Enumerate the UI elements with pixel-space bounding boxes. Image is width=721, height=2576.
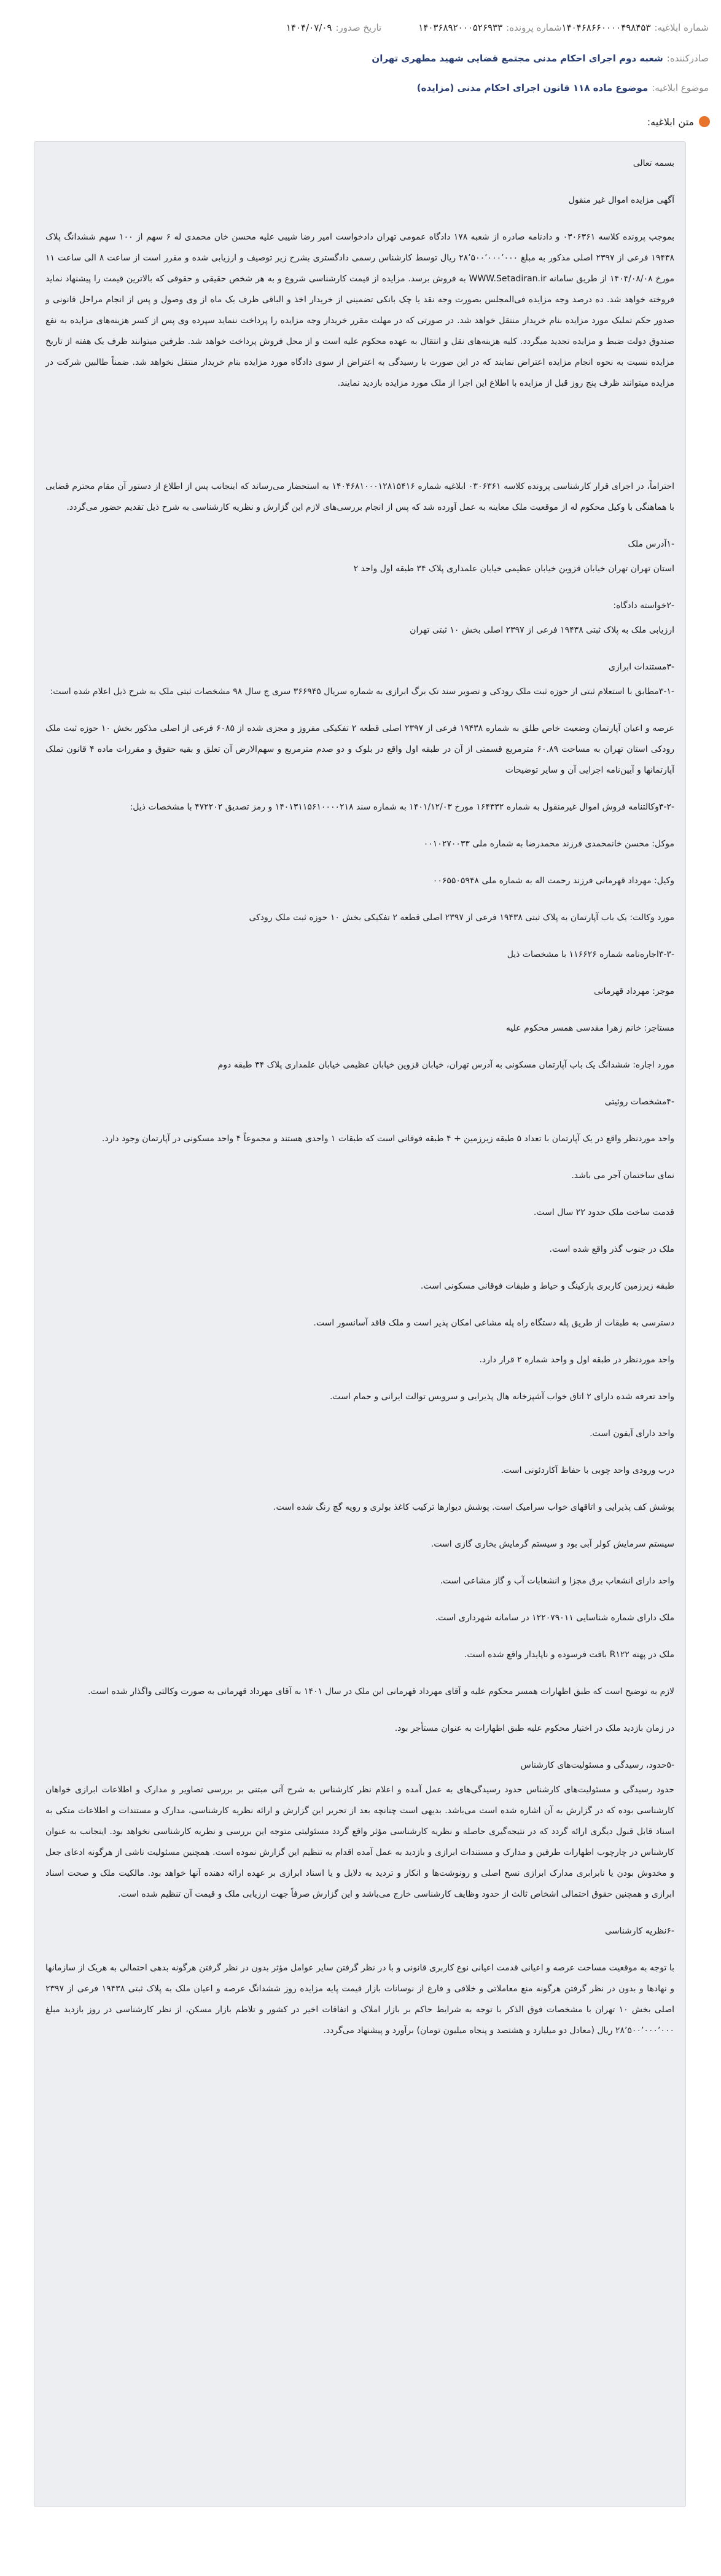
issuer-value: شعبه دوم اجرای احکام مدنی مجتمع قضایی شهید مطهری تهران bbox=[372, 53, 663, 64]
section-3-3-lessor: موجر: مهرداد قهرمانی bbox=[594, 986, 674, 996]
section-4-intro: واحد موردنظر واقع در یک آپارتمان با تعداد ۵ طبقه زیرزمین + ۴ طبقه فوقانی است که طبقات ۱ واحدی هستند و مجموعاً ۴ واحد مسکونی در آپارتمان وجود دارد. bbox=[101, 1134, 674, 1144]
section-4-note: لازم به توضیح است که طبق اظهارات همسر محکوم علیه و آقای مهرداد قهرمانی این ملک در سال ۱۴۰۱ به آقای مهرداد قهرمانی به صورت وکالتی واگذار شده است. bbox=[88, 1687, 674, 1696]
feature-item: درب ورودی واحد چوبی با حفاظ آکاردئونی است. bbox=[501, 1466, 674, 1475]
notice-body-panel bbox=[34, 141, 686, 2507]
section-6-heading: -۶نظریه کارشناسی bbox=[605, 1926, 674, 1936]
auction-title: آگهی مزایده اموال غیر منقول bbox=[568, 195, 674, 205]
spacer bbox=[45, 932, 674, 944]
feature-item: واحد موردنظر در طبقه اول و واحد شماره ۲ قرار دارد. bbox=[479, 1355, 674, 1365]
spacer bbox=[45, 1945, 674, 1957]
spacer bbox=[45, 821, 674, 833]
header-meta-row bbox=[12, 18, 709, 37]
section-3-2-attorney: وکیل: مهرداد قهرمانی فرزند رحمت اله به شماره ملی ۰۰۶۵۵۰۵۹۴۸ bbox=[432, 876, 674, 886]
issuer-field bbox=[12, 53, 709, 64]
feature-item: پوشش کف پذیرایی و اتاقهای خواب سرامیک است. پوشش دیوارها ترکیب کاغذ بولری و رویه گچ رنگ شده است. bbox=[273, 1502, 674, 1512]
feature-item: واحد دارای انشعاب برق مجزا و انشعابات آب و گاز مشاعی است. bbox=[440, 1576, 674, 1586]
section-3-2-subject: مورد وکالت: یک باب آپارتمان به پلاک ثبتی ۱۹۴۳۸ فرعی از ۲۳۹۷ اصلی قطعه ۲ تفکیکی بخش ۱۰ حوزه ثبت ملک رودکی bbox=[249, 913, 674, 923]
section-3-2: -۳-۲وکالتنامه فروش اموال غیرمنقول به شماره ۱۶۴۳۳۲ مورخ ۱۴۰۱/۱۲/۰۳ به شماره سند ۱۴۰۱۳۱۱۵۶۱۰۰۰۰۲۱۸ و رمز تصدیق ۴۷۲۲۰۲ با مشخصات ذیل: bbox=[130, 802, 674, 812]
issuer-row bbox=[12, 49, 709, 68]
spacer bbox=[45, 178, 674, 190]
subject-field bbox=[12, 82, 709, 93]
spacer bbox=[45, 1558, 674, 1571]
spacer bbox=[45, 1908, 674, 1921]
section-3-detail: عرصه و اعیان آپارتمان وضعیت خاص طلق به شماره ۱۹۴۳۸ فرعی از ۲۳۹۷ اصلی قطعه ۲ تفکیکی مفروز و مجزی شده از ۶۰۸۵ فرعی از اصلی مذکور بخش ۱۰ حوزه ثبت ملک رودکی استان تهران به مساحت ۶۰.۸۹ مترمربع قسمتی از آن در طبقه اول واقع در بلوک و دو صدم مترمربع و سهم‌الارض آن تعلق و بقیه حقوق و مقررات ماده ۴ قانون تملک آپارتمانها و آیین‌نامه اجرایی آن و سایر توضیحات bbox=[45, 724, 674, 775]
spacer bbox=[45, 1227, 674, 1239]
section-3-3-tenant: مستاجر: خانم زهرا مقدسی همسر محکوم علیه bbox=[505, 1023, 674, 1033]
subject-label: موضوع ابلاغیه: bbox=[652, 82, 709, 93]
notice-bullet-icon bbox=[699, 116, 710, 127]
subject-value: موضوع ماده ۱۱۸ قانون اجرای احکام مدنی (مزایده) bbox=[416, 82, 649, 93]
spacer bbox=[45, 1743, 674, 1755]
notice-text-label: متن ابلاغیه: bbox=[647, 115, 694, 128]
feature-item: واحد دارای آیفون است. bbox=[590, 1429, 674, 1438]
section-5-heading: -۵حدود، رسیدگی و مسئولیت‌های کارشناس bbox=[520, 1760, 674, 1770]
spacer bbox=[45, 1706, 674, 1718]
feature-item: دسترسی به طبقات از طریق پله دستگاه راه پله مشاعی امکان پذیر است و ملک فاقد آسانسور است. bbox=[313, 1318, 674, 1328]
spacer bbox=[45, 1521, 674, 1534]
spacer bbox=[45, 214, 674, 227]
spacer bbox=[45, 1190, 674, 1202]
respect-paragraph: احتراماً، در اجرای قرار کارشناسی پرونده کلاسه ۰۳۰۶۳۶۱ ابلاغیه شماره ۱۴۰۴۶۸۱۰۰۰۱۲۸۱۵۴۱۶ به استحضار می‌رساند که اینجانب پس از اطلاع از دستور آن مقام محترم قضایی با هماهنگی با وکیل محکوم له از موقعیت ملک معاینه به عمل آورده شد که پس از انجام بررسی‌های لازم این گزارش و نظریه کارشناسی به شرح ذیل تقدیم حضور می‌گردد. bbox=[45, 482, 675, 512]
spacer bbox=[45, 1079, 674, 1091]
feature-item: ملک در جنوب گذر واقع شده است. bbox=[549, 1244, 674, 1254]
case-number-label: شماره پرونده: bbox=[506, 22, 562, 33]
section-3-text: -۳-۱مطابق با استعلام ثبتی از حوزه ثبت ملک رودکی و تصویر سند تک برگ ابرازی به شماره سریال ۳۶۶۹۴۵ سری ج سال ۹۸ مشخصات ثبتی ملک به شرح ذیل اعلام شده است: bbox=[50, 687, 674, 697]
spacer bbox=[45, 969, 674, 981]
spacer bbox=[45, 784, 674, 797]
spacer bbox=[45, 437, 674, 476]
spacer bbox=[45, 1595, 674, 1607]
issue-date-label: تاریخ صدور: bbox=[335, 22, 382, 33]
spacer bbox=[45, 1153, 674, 1165]
notice-header bbox=[0, 0, 721, 92]
spacer bbox=[45, 397, 674, 437]
spacer bbox=[45, 1632, 674, 1644]
notice-number-field bbox=[562, 22, 709, 33]
case-number-value: ۱۴۰۳۶۸۹۲۰۰۰۵۲۶۹۳۳ bbox=[418, 22, 503, 33]
section-6-text: با توجه به موقعیت مساحت عرصه و اعیانی قدمت اعیانی نوع کاربری قانونی و با در نظر گرفتن سایر عوامل مؤثر بدون در نظر گرفتن هرگونه بدهی احتمالی به هریک از سازمانها و نهادها و بدون در نظر گرفتن هرگونه منع معاملاتی و خلافی و فارغ از نوسانات بازار قیمت پایه مزایده روز ششدانگ عرصه و اعیان ملک به پلاک ثبتی ۱۹۴۳۸ فرعی از ۲۳۹۷ اصلی بخش ۱۰ تهران با مشخصات فوق الذکر با توجه به شرایط حاکم بر بازار املاک و اتفاقات اخیر در کشور و تلاطم بازار مسکن، از نظر کارشناسی در روز بازدید مبلغ ۲۸٬۵۰۰٬۰۰۰٬۰۰۰ ریال (معادل دو میلیارد و هشتصد و پنجاه میلیون تومان) برآورد و پیشنهاد می‌گردد. bbox=[45, 1963, 675, 2035]
spacer bbox=[45, 644, 674, 657]
spacer bbox=[45, 1116, 674, 1128]
spacer bbox=[45, 1448, 674, 1460]
greeting: بسمه تعالی bbox=[633, 158, 674, 168]
spacer bbox=[45, 858, 674, 870]
notice-number-label: شماره ابلاغیه: bbox=[654, 22, 709, 33]
notice-text-title bbox=[647, 112, 710, 131]
issue-date-value: ۱۴۰۴/۰۷/۰۹ bbox=[286, 22, 332, 33]
spacer bbox=[45, 521, 674, 534]
spacer bbox=[45, 1005, 674, 1018]
feature-item: قدمت ساخت ملک حدود ۲۲ سال است. bbox=[533, 1208, 674, 1217]
section-5-text: حدود رسیدگی و مسئولیت‌های کارشناس حدود رسیدگی‌های به عمل آمده و اعلام نظر کارشناس به شرح آتی مبتنی بر بررسی تصاویر و مدارک و اطلاعات ابرازی خواهان کارشناسی بوده که در گزارش به آن اشاره شده است می‌باشد. بدیهی است چنانچه بعد از تحریر این گزارش و ارائه نظریه کارشناسی، مدارک و مستندات و اطلاعات متکی به اسناد قابل قبول دیگری ارائه گردد که در نتیجه‌گیری حاصله و نظریه کارشناسی مؤثر واقع گردد مسئولیتی متوجه این بررسی و نظریه کارشناسی نخواهد بود. اینجانب به عنوان کارشناس در چارچوب اظهارات طرفین و مدارک و مستندات ابرازی و بازدید به عمل آمده اقدام به تنظیم این گزارش نموده است. همچنین مسئولیت ناشی از هرگونه ادعای جعل و مخدوش بودن یا نابرابری مدارک ابرازی نسخ اصلی و رونوشت‌ها و انکار و تردید به دلایل و یا اسناد ابرازی بر عهده ارائه دهنده آنها خواهد بود. مالکیت ملک و صحت اسناد ابرازی و همچنین حقوق احتمالی اشخاص ثالث از حدود وظایف کارشناسی خارج می‌باشد و این گزارش صرفاً جهت ارزیابی ملک و قیمت آن تنظیم شده است. bbox=[45, 1785, 674, 1899]
section-3-3: -۳-۳اجاره‌نامه شماره ۱۱۶۶۲۶ با مشخصات ذیل bbox=[507, 950, 674, 959]
feature-item: واحد تعرفه شده دارای ۲ اتاق خواب آشپزخانه هال پذیرایی و سرویس توالت ایرانی و حمام است. bbox=[329, 1392, 674, 1402]
feature-item: طبقه زیرزمین کاربری پارکینگ و حیاط و طبقات فوقانی مسکونی است. bbox=[420, 1281, 674, 1291]
section-3-3-lease: مورد اجاره: ششدانگ یک باب آپارتمان مسکونی به آدرس تهران، خیابان قزوین خیابان عظیمی خیابان علمداری پلاک ۳۴ طبقه دوم bbox=[217, 1060, 674, 1070]
feature-item: نمای ساختمان آجر می باشد. bbox=[571, 1171, 674, 1181]
subject-row bbox=[12, 79, 709, 97]
section-4-heading: -۴مشخصات روئیتی bbox=[604, 1097, 674, 1107]
section-2-text: ارزیابی ملک به پلاک ثبتی ۱۹۴۳۸ فرعی از ۲۳۹۷ اصلی بخش ۱۰ ثبتی تهران bbox=[410, 625, 674, 635]
spacer bbox=[45, 1337, 674, 1349]
spacer bbox=[45, 583, 674, 595]
section-2-heading: -۲خواسته دادگاه: bbox=[613, 601, 674, 611]
section-4-note-2: در زمان بازدید ملک در اختیار محکوم علیه طبق اظهارات به عنوان مستأجر بود. bbox=[394, 1723, 674, 1733]
notice-body bbox=[45, 153, 674, 2045]
issuer-label: صادرکننده: bbox=[666, 53, 709, 64]
feature-item: ملک در پهنه R۱۲۲ بافت فرسوده و ناپایدار واقع شده است. bbox=[464, 1650, 674, 1660]
spacer bbox=[45, 1042, 674, 1055]
feature-item: ملک دارای شماره شناسایی ۱۲۲۰۷۹۰۱۱ در سامانه شهرداری است. bbox=[435, 1613, 674, 1623]
intro-paragraph: بموجب پرونده کلاسه ۰۳۰۶۳۶۱ و دادنامه صادره از شعبه ۱۷۸ دادگاه عمومی تهران دادخواست امیر رضا شیبی علیه محسن خان محمدی له ۶ سهم از ۱۰۰ سهم ششدانگ پلاک ۱۹۴۳۸ فرعی از ۲۳۹۷ اصلی مذکور به مبلغ ۲۸٬۵۰۰٬۰۰۰٬۰۰۰ ریال توسط کارشناس رسمی دادگستری بشرح زیر توصیف و ارزیابی شده و مقرر است از ساعت ۸ الی ساعت ۱۱ مورخ ۱۴۰۴/۰۸/۰۸ از طریق سامانه WWW.Setadiran.ir به فروش برسد. مزایده از قیمت کارشناسی شروع و به هر شخص حقیقی و حقوقی که بالاترین قیمت را پیشنهاد نماید فروخته خواهد شد. ده درصد وجه مزایده فی‌المجلس بصورت وجه نقد یا چک بانکی تضمینی از خریدار اخذ و الباقی ظرف یک ماه از وی وصول و پس از انجام مراحل قانونی و صدور حکم تملیک مورد مزایده بنام خریدار منتقل خواهد شد. در صورتی که در مهلت مقرر خریدار وجه مزایده را پرداخت ننماید سپرده وی پس از کسر هزینه‌های مزایده به نفع صندوق دولت ضبط و مزایده تجدید میگردد. کلیه هزینه‌های نقل و انتقال به عهده محکوم علیه است و از محل فروش پرداخت خواهد شد. طرفین میتوانند ظرف یک هفته از تاریخ مزایده نسبت به نحوه انجام مزایده اعتراض نمایند که در این صورت با رسیدگی به اعتراض از سوی دادگاه مورد مزایده بنام خریدار منتقل نخواهد شد. ضمناً طالبین شرکت در مزایده میتوانند ظرف پنج روز قبل از مزایده با اطلاع این اجرا از ملک مورد مزایده بازدید نمایند. bbox=[45, 232, 674, 388]
spacer bbox=[45, 1374, 674, 1386]
spacer bbox=[45, 1300, 674, 1313]
case-number-field bbox=[418, 22, 561, 33]
notice-number-value: ۱۴۰۴۶۸۶۶۰۰۰۰۴۹۸۴۵۳ bbox=[561, 22, 651, 33]
spacer bbox=[45, 1411, 674, 1423]
section-1-text: استان تهران تهران خیابان قزوین خیابان عظیمی خیابان علمداری پلاک ۳۴ طبقه اول واحد ۲ bbox=[353, 564, 674, 574]
spacer bbox=[45, 1669, 674, 1681]
spacer bbox=[45, 1485, 674, 1497]
spacer bbox=[45, 1263, 674, 1276]
feature-item: سیستم سرمایش کولر آبی بود و سیستم گرمایش بخاری گازی است. bbox=[431, 1539, 674, 1549]
section-3-heading: -۳مستندات ابرازی bbox=[608, 662, 674, 672]
spacer bbox=[45, 706, 674, 718]
spacer bbox=[45, 895, 674, 907]
section-3-2-client: موکل: محسن خانمحمدی فرزند محمدرضا به شماره ملی ۰۰۱۰۲۷۰۰۳۳ bbox=[423, 839, 674, 849]
issue-date-field bbox=[286, 22, 381, 33]
section-1-heading: -۱آدرس ملک bbox=[628, 539, 674, 549]
